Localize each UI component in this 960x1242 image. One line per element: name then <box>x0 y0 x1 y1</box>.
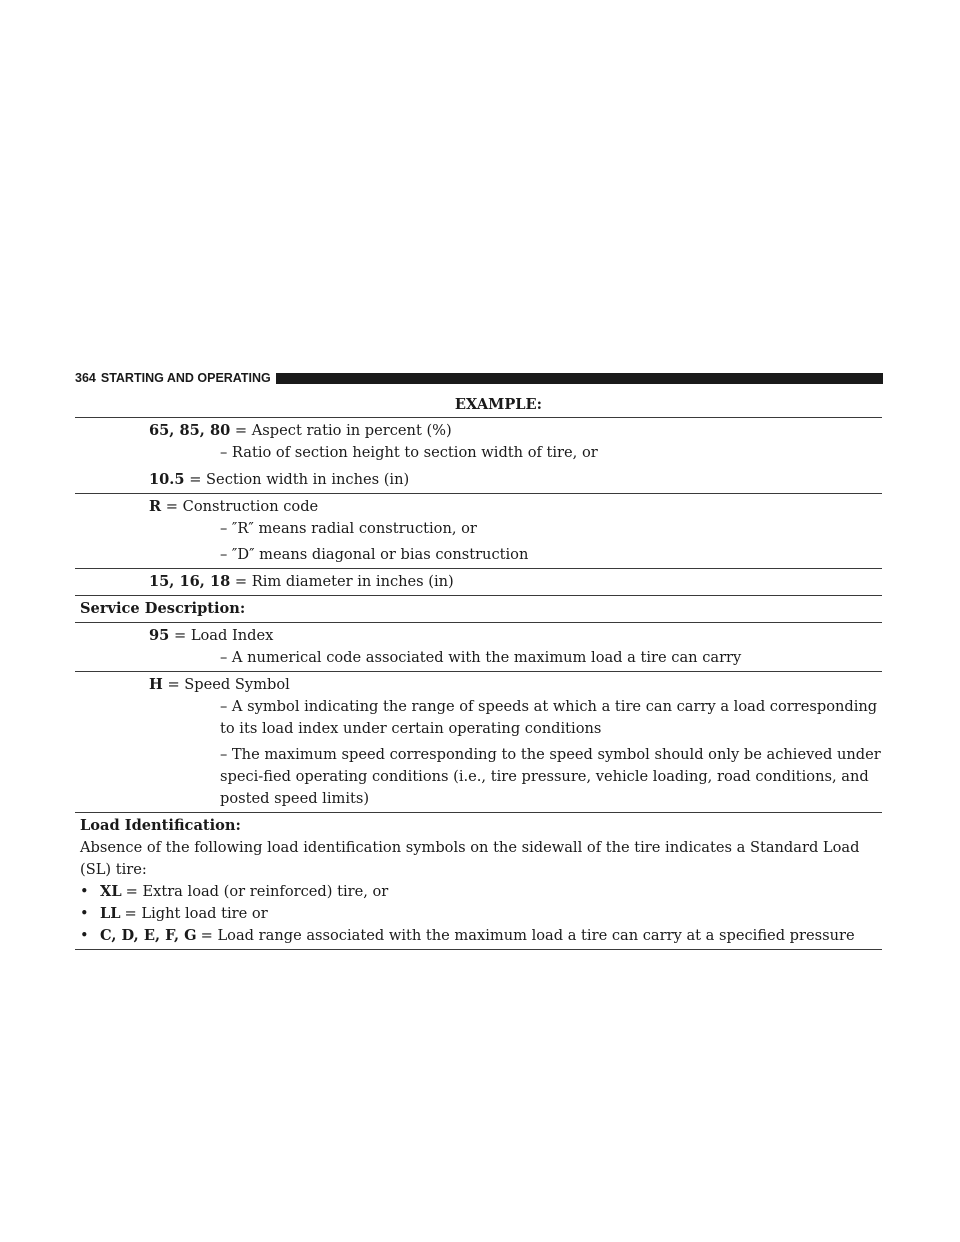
header-bar <box>276 373 883 384</box>
construction-def: = Construction code <box>165 498 319 515</box>
rim-def: = Rim diameter in inches (in) <box>234 573 454 590</box>
service-description-heading: Service Description: <box>80 600 246 617</box>
construction-row <box>75 493 882 568</box>
bullet-icon: • <box>80 927 89 944</box>
rim-row <box>75 568 882 595</box>
aspect-ratio-entry <box>75 420 882 442</box>
page-number: 364 <box>75 371 96 385</box>
load-index-entry <box>75 625 882 647</box>
load-code: XL <box>100 883 122 900</box>
service-description-row <box>75 595 882 622</box>
construction-sub-radial: – ″R″ means radial construction, or <box>220 520 477 537</box>
section-title: STARTING AND OPERATING <box>100 371 271 385</box>
load-def: = Extra load (or reinforced) tire, or <box>125 883 389 900</box>
load-identification-row <box>75 812 882 949</box>
aspect-ratio-row <box>75 417 882 493</box>
load-def: = Light load tire or <box>124 905 268 922</box>
load-index-def: = Load Index <box>173 627 274 644</box>
tire-code-table <box>75 393 882 950</box>
load-index-sub: – A numerical code associated with the maximum load a tire can carry <box>220 649 742 666</box>
construction-entry <box>75 496 882 518</box>
table-bottom-rule <box>75 949 882 950</box>
load-identification-heading: Load Identification: <box>80 817 241 834</box>
list-item <box>75 903 882 925</box>
aspect-ratio-def: = Aspect ratio in percent (%) <box>234 422 452 439</box>
speed-symbol-def: = Speed Symbol <box>167 676 290 693</box>
list-item <box>75 881 882 903</box>
table-title: EXAMPLE: <box>454 396 543 413</box>
load-index-code: 95 <box>149 627 170 644</box>
bullet-icon: • <box>80 905 89 922</box>
speed-symbol-row <box>75 671 882 812</box>
construction-sub-diagonal: – ″D″ means diagonal or bias construction <box>220 546 529 563</box>
speed-symbol-code: H <box>149 676 163 693</box>
aspect-ratio-code: 65, 85, 80 <box>149 422 231 439</box>
load-def: = Load range associated with the maximum load a tire can carry at a specified pressure <box>200 927 855 944</box>
load-code: LL <box>100 905 121 922</box>
load-index-row <box>75 622 882 671</box>
bullet-icon: • <box>80 883 89 900</box>
speed-symbol-entry <box>75 674 882 696</box>
section-width-entry <box>75 469 882 491</box>
load-identification-intro: Absence of the following load identification symbols on the sidewall of the tire indicates a Standard Load (SL) tire: <box>80 839 860 878</box>
aspect-ratio-sub: – Ratio of section height to section width of tire, or <box>220 444 598 461</box>
rim-code: 15, 16, 18 <box>149 573 231 590</box>
rim-entry <box>75 571 882 593</box>
load-code: C, D, E, F, G <box>100 927 197 944</box>
section-width-code: 10.5 <box>149 471 185 488</box>
speed-symbol-sub-maximum: – The maximum speed corresponding to the speed symbol should only be achieved under speci-fied operating conditions (i.e., tire pressure, vehicle loading, road conditions, and posted speed limits) <box>220 746 881 807</box>
construction-code: R <box>149 498 162 515</box>
page-header <box>75 371 883 385</box>
section-width-def: = Section width in inches (in) <box>189 471 410 488</box>
list-item <box>75 925 882 947</box>
speed-symbol-sub-range: – A symbol indicating the range of speeds at which a tire can carry a load corresponding to its load index under certain operating conditions <box>220 698 878 737</box>
